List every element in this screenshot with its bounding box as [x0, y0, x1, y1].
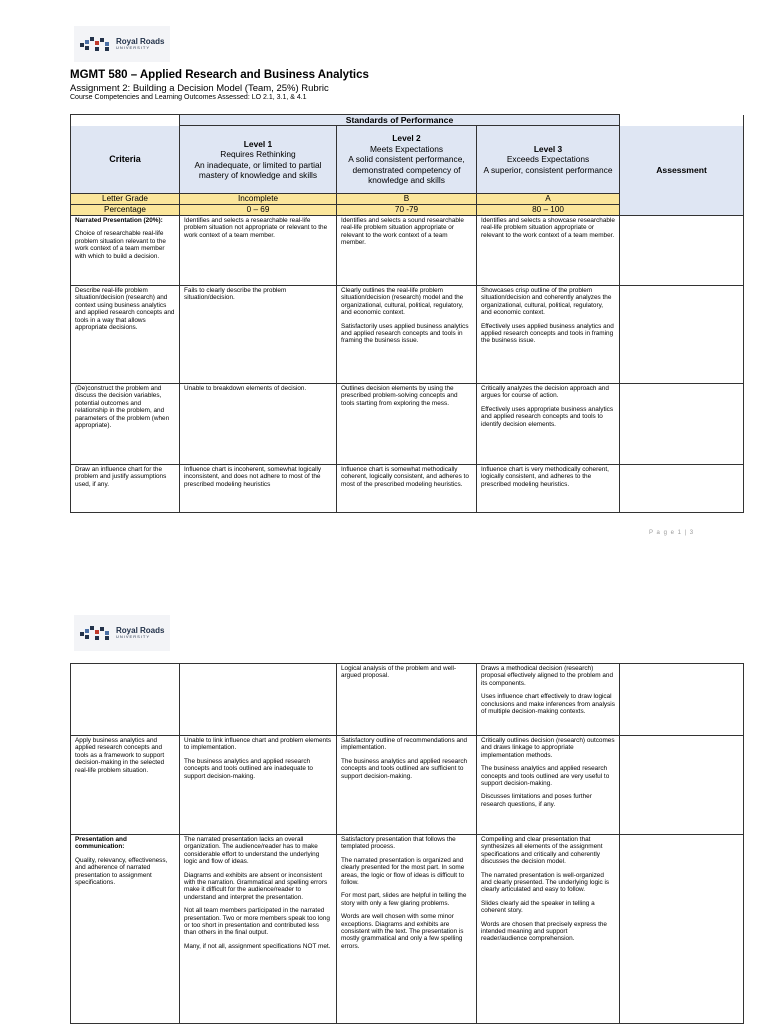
grade-level3: A [477, 194, 620, 205]
assessment-cell [620, 835, 744, 1024]
descriptor-text: Diagrams and exhibits are absent or inconsistent with the narration. Grammatical and spelling errors make it difficult for the audience/reader to understand and interpret the presentation. [184, 871, 328, 901]
l1-cell [180, 664, 337, 736]
descriptor-text: The narrated presentation is well-organized and clearly presented. The underlying logic is clearly articulated and easy to follow. [481, 871, 610, 894]
level3-label: Exceeds Expectations [506, 154, 590, 165]
level1-heading [180, 126, 337, 194]
descriptor-text: Critically outlines decision (research) outcomes and draws linkage to appropriate implementation methods. [481, 737, 615, 759]
table-row [71, 384, 744, 465]
descriptor-text: Influence chart is somewhat methodically coherent, logically consistent, and adheres to most of the prescribed modeling heuristics. [341, 466, 469, 488]
descriptor-text: Discusses limitations and poses further research questions, if any. [481, 793, 592, 808]
outcomes-line: Course Competencies and Learning Outcomes Assessed: LO 2.1, 3.1, & 4.1 [70, 94, 307, 101]
l2-cell [337, 465, 477, 513]
logo-mark-icon [80, 624, 112, 642]
descriptor-text: Slides clearly aid the speaker in telling a coherent story. [481, 899, 595, 915]
letter-grade-label: Letter Grade [71, 194, 180, 205]
logo-name: Royal Roads [116, 626, 165, 635]
l3-cell [477, 286, 620, 384]
criteria-text: Describe real-life problem situation/decision (research) and context using business analytics and applied research concepts and tools in a way that allows appropriate decisions. [75, 287, 175, 332]
descriptor-text: Effectively uses appropriate business analytics and applied research concepts and tools to identify decision elements. [481, 405, 614, 428]
level3-heading [477, 126, 620, 194]
assessment-heading: Assessment [620, 126, 744, 216]
descriptor-text: Satisfactory presentation that follows the templated process. [341, 836, 456, 851]
table-row [71, 216, 744, 286]
level1-name: Level 1 [243, 138, 273, 149]
criteria-cell [71, 286, 180, 384]
assignment-subtitle: Assignment 2: Building a Decision Model (Team, 25%) Rubric [70, 83, 329, 94]
rubric-table-page2 [70, 663, 744, 1024]
descriptor-text: Clearly outlines the real-life problem situation/decision (research) model and the organizational, cultural, political, regulatory, and economic context. [341, 287, 464, 317]
table-row [71, 465, 744, 513]
descriptor-text: Influence chart is incoherent, somewhat logically inconsistent, and does not adhere to most of the prescribed modeling heuristics [184, 466, 322, 488]
descriptor-text: Influence chart is very methodically coherent, logically consistent, and adheres to the prescribed modeling heuristics. [481, 466, 609, 488]
logo-sub: UNIVERSITY [116, 45, 151, 50]
grade-level2: B [337, 194, 477, 205]
pct-level2: 70 -79 [337, 205, 477, 216]
level3-desc: A superior, consistent performance [483, 164, 613, 175]
table-row [71, 664, 744, 736]
criteria-heading: Criteria [71, 126, 180, 194]
level1-desc: An inadequate, or limited to partial mastery of knowledge and skills [194, 159, 322, 180]
l3-cell [477, 384, 620, 465]
l1-cell [180, 465, 337, 513]
descriptor-text: Fails to clearly describe the problem situation/decision. [184, 287, 287, 302]
logo-mark-icon [80, 35, 112, 53]
l1-cell [180, 384, 337, 465]
descriptor-text: The business analytics and applied research concepts and tools outlined are sufficient to support decision-making. [341, 757, 468, 780]
descriptor-text: Compelling and clear presentation that synthesizes all elements of the assignment specifications and critically and coherently discusses the decision model. [481, 836, 603, 866]
descriptor-text: Many, if not all, assignment specifications NOT met. [184, 942, 331, 950]
university-logo [74, 26, 170, 62]
descriptor-text: Unable to breakdown elements of decision. [184, 385, 307, 392]
descriptor-text: Unable to link influence chart and problem elements to implementation. [184, 737, 332, 752]
level1-label: Requires Rethinking [220, 149, 296, 159]
criteria-text: (De)construct the problem and discuss the decision variables, potential outcomes and relationship in the problem, and parameters of the problem (when appropriate). [75, 385, 170, 430]
criteria-text: Presentation and communication: [75, 836, 127, 851]
criteria-text: Apply business analytics and applied research concepts and tools as a framework to support decision-making in the selected real-life problem situation. [75, 737, 165, 774]
criteria-text: Draw an influence chart for the problem and justify assumptions used, if any. [75, 466, 167, 488]
assessment-cell [620, 664, 744, 736]
l2-cell [337, 216, 477, 286]
l2-cell [337, 286, 477, 384]
l3-cell [477, 664, 620, 736]
descriptor-text: Identifies and selects a researchable real-life problem situation not appropriate or relevant to the work context of a team member. [184, 217, 328, 239]
assessment-cell [620, 286, 744, 384]
descriptor-text: Identifies and selects a sound researchable real-life problem situation appropriate or relevant to the work context of a team member. [341, 217, 464, 247]
logo-sub: UNIVERSITY [116, 634, 151, 639]
descriptor-text: Satisfactory outline of recommendations and implementation. [341, 737, 468, 752]
l1-cell [180, 216, 337, 286]
table-row [71, 736, 744, 835]
descriptor-text: The narrated presentation is organized and clearly presented for the most part. In some areas, the logic or flow of ideas is difficult to follow. [341, 856, 465, 887]
criteria-cell [71, 216, 180, 286]
page-number: P a g e 1 | 3 [649, 530, 695, 536]
l1-cell [180, 835, 337, 1024]
l2-cell [337, 736, 477, 835]
descriptor-text: Words are chosen that precisely express the intended meaning and support reader/audience comprehension. [481, 920, 607, 943]
descriptor-text: For most part, slides are helpful in telling the story with only a few glaring problems. [341, 892, 467, 907]
descriptor-text: Draws a methodical decision (research) proposal effectively aligned to the problem and its components. [481, 665, 614, 687]
assessment-cell [620, 736, 744, 835]
level2-heading [337, 126, 477, 194]
l3-cell [477, 216, 620, 286]
criteria-cell [71, 835, 180, 1024]
descriptor-text: Logical analysis of the problem and well-argued proposal. [341, 665, 457, 680]
descriptor-text: Not all team members participated in the narrated presentation. Two or more members speak too long or too short in presentation and contributed less than others in the final output. [184, 907, 330, 937]
descriptor-text: Words are well chosen with some minor exceptions. Diagrams and exhibits are consistent with the text. The presentation is mostly grammatical and only a few spelling errors. [341, 913, 464, 950]
descriptor-text: Satisfactorily uses applied business analytics and applied research concepts and tools in framing the business issue. [341, 322, 469, 345]
l1-cell [180, 736, 337, 835]
criteria-cell [71, 736, 180, 835]
assessment-cell [620, 384, 744, 465]
document-title: MGMT 580 – Applied Research and Business Analytics [70, 69, 369, 81]
criteria-text: Choice of researchable real-life problem situation relevant to the work context of a team member with which to build a decision. [75, 230, 166, 260]
rubric-table-page1 [70, 114, 744, 513]
criteria-cell [71, 384, 180, 465]
l3-cell [477, 835, 620, 1024]
descriptor-text: The business analytics and applied research concepts and tools outlined are inadequate to support decision-making. [184, 757, 313, 780]
logo-name: Royal Roads [116, 37, 165, 46]
table-row [71, 286, 744, 384]
percentage-label: Percentage [71, 205, 180, 216]
l3-cell [477, 465, 620, 513]
l2-cell [337, 664, 477, 736]
grade-level1: Incomplete [180, 194, 337, 205]
l2-cell [337, 835, 477, 1024]
level2-label: Meets Expectations [369, 143, 444, 154]
assessment-cell [620, 465, 744, 513]
l3-cell [477, 736, 620, 835]
descriptor-text: The business analytics and applied research concepts and tools outlined are very useful to support decision-making. [481, 765, 610, 788]
l1-cell [180, 286, 337, 384]
criteria-cell [71, 664, 180, 736]
l2-cell [337, 384, 477, 465]
level3-name: Level 3 [533, 143, 563, 154]
descriptor-text: Critically analyzes the decision approach and argues for course of action. [481, 385, 609, 400]
descriptor-text: Uses influence chart effectively to draw logical conclusions and make inferences from analysis of multiple decision-making contexts. [481, 693, 615, 716]
descriptor-text: Effectively uses applied business analytics and applied research concepts and tools in framing the business issue. [481, 322, 614, 345]
assessment-cell [620, 216, 744, 286]
level2-name: Level 2 [392, 133, 421, 144]
descriptor-text: The narrated presentation lacks an overall organization. The audience/reader has to make considerable effort to understand the underlying logic and flow of ideas. [184, 836, 320, 866]
pct-level1: 0 – 69 [180, 205, 337, 216]
descriptor-text: Outlines decision elements by using the prescribed problem-solving concepts and tools starting from exploring the mess. [341, 385, 458, 407]
university-logo-page2 [74, 615, 170, 651]
criteria-cell [71, 465, 180, 513]
standards-heading: Standards of Performance [180, 115, 620, 126]
descriptor-text: Showcases crisp outline of the problem situation/decision and coherently analyzes the organizational, cultural, political, regulatory, and economic context. [481, 287, 612, 317]
criteria-text: Narrated Presentation (20%): [75, 217, 163, 224]
criteria-text: Quality, relevancy, effectiveness, and adherence of narrated presentation to assignment specifications. [75, 856, 168, 887]
table-row [71, 835, 744, 1024]
pct-level3: 80 – 100 [477, 205, 620, 216]
descriptor-text: Identifies and selects a showcase researchable real-life problem situation appropriate or relevant to the work context of a team member. [481, 217, 615, 239]
level2-desc: A solid consistent performance, demonstrated competency of knowledge and skills [348, 154, 465, 186]
